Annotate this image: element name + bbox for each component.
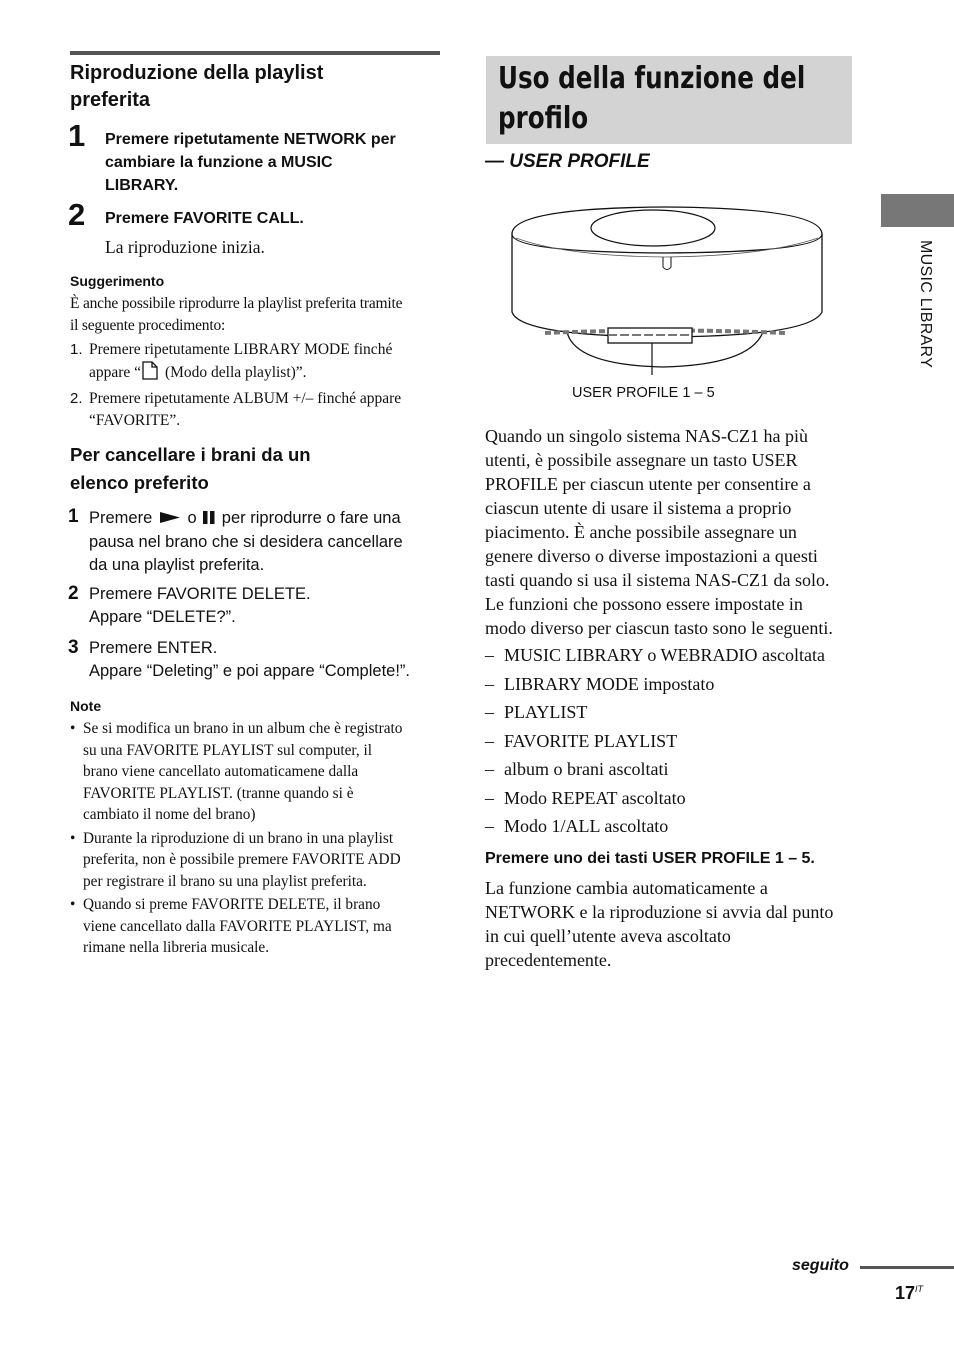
step-number: 1 <box>68 118 86 153</box>
figure-label: USER PROFILE 1 – 5 <box>572 385 715 401</box>
side-tab-label: MUSIC LIBRARY <box>917 240 934 369</box>
step-text: Premere ENTER. Appare “Deleting” e poi appare “Complete!”. <box>89 639 411 680</box>
side-tab <box>881 194 954 227</box>
page-title: Uso della funzione del profilo <box>498 61 806 136</box>
tip-title: Suggerimento <box>70 273 165 289</box>
step-text: Premere FAVORITE CALL. <box>105 210 304 227</box>
list-item: – PLAYLIST <box>485 702 588 722</box>
step-subtext: La riproduzione inizia. <box>105 237 265 257</box>
list-item: – FAVORITE PLAYLIST <box>485 731 678 751</box>
device-illustration <box>505 200 830 375</box>
intro-paragraph: Quando un singolo sistema NAS-CZ1 ha più utenti, è possibile assegnare un tasto USER PROFILE per ciascun utente per consentire a ciascun utente di usare il sistema a proprio piacimento. È anche possibile assegnare un genere diverso o diverse impostazioni a questi tasti quando si usa il sistema NAS-CZ1 da solo. Le funzioni che possono essere impostate in modo diverso per ciascun tasto sono le seguenti. <box>485 426 833 638</box>
pause-icon <box>202 508 216 531</box>
tip-list <box>70 339 440 431</box>
list-item: – MUSIC LIBRARY o WEBRADIO ascoltata <box>485 645 825 665</box>
continued-rule <box>860 1266 954 1269</box>
list-item: – LIBRARY MODE impostato <box>485 674 715 694</box>
step-number: 1 <box>68 506 79 527</box>
section-title-playlist: Riproduzione della playlist preferita <box>70 62 324 111</box>
tip-text: È anche possibile riprodurre la playlist preferita tramite il seguente procedimento: <box>70 295 403 334</box>
list-item: • Quando si preme FAVORITE DELETE, il brano viene cancellato dalla FAVORITE PLAYLIST, ma rimane nella libreria musicale. <box>70 896 392 956</box>
step-number: 3 <box>68 637 79 658</box>
list-item: – Modo 1/ALL ascoltato <box>485 816 669 836</box>
list-item: – Modo REPEAT ascoltato <box>485 788 686 808</box>
step-number: 2 <box>68 583 79 604</box>
list-item: – album o brani ascoltati <box>485 759 669 779</box>
list-item: 1. Premere ripetutamente LIBRARY MODE finché appare “ (Modo della playlist)”. <box>70 339 440 386</box>
action-step: Premere uno dei tasti USER PROFILE 1 – 5. <box>485 850 815 867</box>
step-text: Premere o per riprodurre o fare una pausa nel brano che si desidera cancellare da una playlist preferita. <box>89 509 403 574</box>
section-title-delete: Per cancellare i brani da un elenco preferito <box>70 444 311 493</box>
list-item: • Se si modifica un brano in un album che è registrato su una FAVORITE PLAYLIST sul computer, il brano viene cancellato automaticamene dalla FAVORITE PLAYLIST. (tranne quando si è cambiato il nome del brano) <box>70 720 403 823</box>
top-rule <box>70 51 440 55</box>
page-subtitle: — USER PROFILE <box>485 151 650 172</box>
note-list <box>70 718 442 959</box>
step-number: 2 <box>68 197 86 232</box>
page-number: $17^{IT}$ <box>895 1283 924 1303</box>
step-text: Premere ripetutamente NETWORK per cambiare la funzione a MUSIC LIBRARY. <box>105 131 396 194</box>
bullet: • <box>70 720 76 737</box>
list-item: 2. Premere ripetutamente ALBUM +/– finché appare “FAVORITE”. <box>70 390 402 429</box>
title-box <box>486 56 852 144</box>
play-icon <box>159 508 181 531</box>
bullet: • <box>70 896 76 913</box>
result-paragraph: La funzione cambia automaticamente a NETWORK e la riproduzione si avvia dal punto in cui quell’utente aveva ascoltato precedentemente. <box>485 878 834 970</box>
continued-label: seguito <box>792 1257 849 1274</box>
bullet: • <box>70 829 76 847</box>
note-title: Note <box>70 698 102 714</box>
playlist-file-icon <box>142 361 158 387</box>
list-item: • Durante la riproduzione di un brano in una playlist preferita, non è possibile premere FAVORITE ADD per registrare il brano su una playlist preferita. <box>70 829 401 890</box>
step-text: Premere FAVORITE DELETE. Appare “DELETE?”. <box>89 585 311 626</box>
